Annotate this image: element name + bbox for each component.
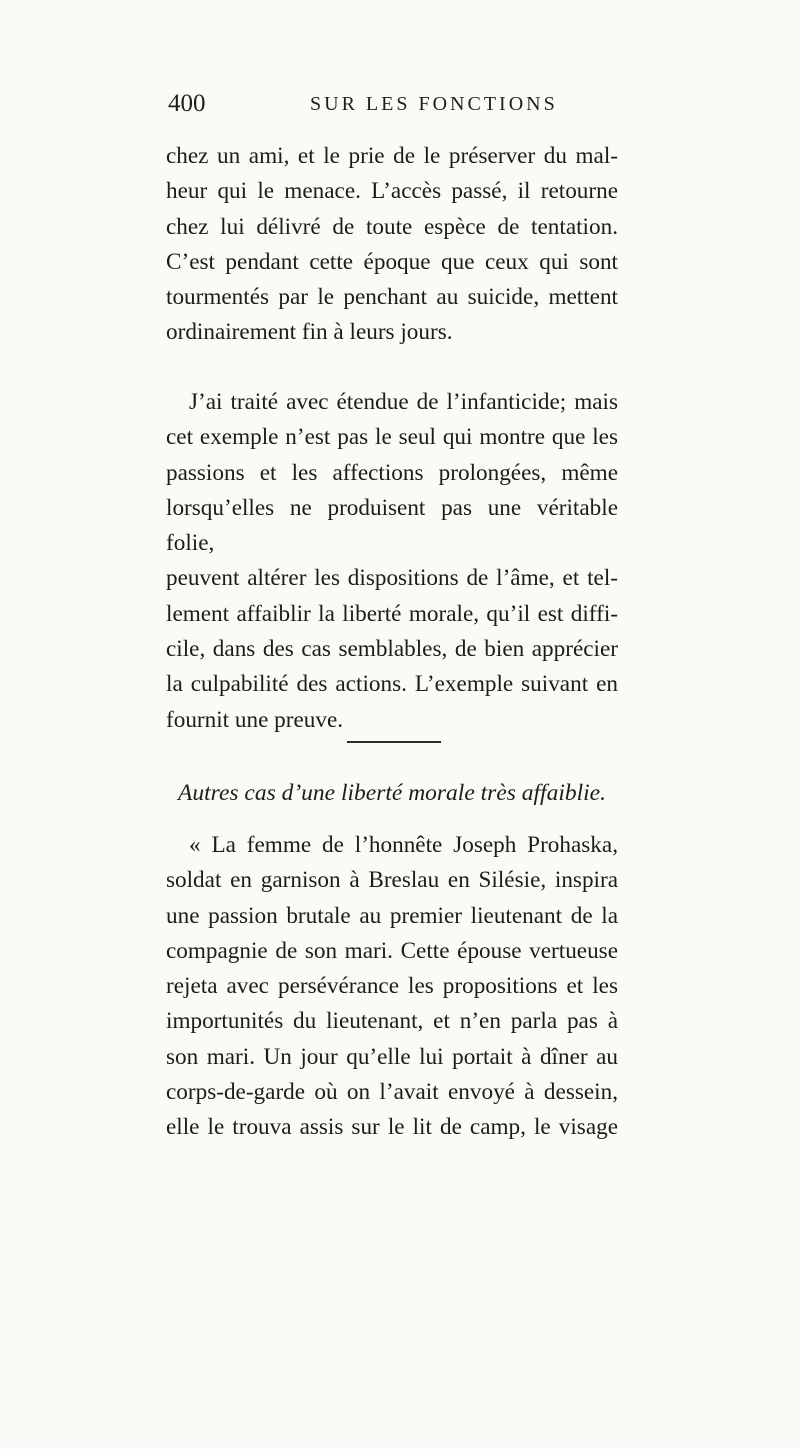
text-line: C’est pendant cette époque que ceux qui sont <box>166 248 618 275</box>
text-line: cile, dans des cas semblables, de bien apprécier <box>166 636 618 663</box>
paragraph-continued <box>166 139 618 351</box>
running-title: SUR LES FONCTIONS <box>310 93 558 115</box>
text-line: son mari. Un jour qu’elle lui portait à dîner au <box>166 1043 618 1070</box>
text-line: chez lui délivré de toute espèce de tentation. <box>166 213 618 240</box>
text-line: elle le trouva assis sur le lit de camp, le visage <box>166 1114 618 1141</box>
paragraph <box>166 385 618 738</box>
text-line: « La femme de l’honnête Joseph Prohaska, <box>189 832 618 858</box>
text-line: heur qui le menace. L’accès passé, il retourne <box>166 178 618 205</box>
page-number: 400 <box>168 90 206 117</box>
text-line: fournit une preuve. <box>166 706 344 733</box>
text-line: importunités du lieutenant, et n’en parla pas à <box>166 1008 618 1035</box>
text-line: corps-de-garde où on l’avait envoyé à dessein, <box>166 1079 618 1106</box>
text-line: lement affaiblir la liberté morale, qu’il est diffi- <box>166 600 618 627</box>
text-line: une passion brutale au premier lieutenant de la <box>166 902 618 929</box>
text-line: J’ai traité avec étendue de l’infanticide; mais <box>189 389 618 415</box>
section-divider <box>347 741 441 743</box>
section-heading: Autres cas d’une liberté morale très affaiblie. <box>178 780 606 806</box>
text-line: la culpabilité des actions. L’exemple suivant en <box>166 671 618 698</box>
text-line: ordinairement fin à leurs jours. <box>166 319 453 346</box>
text-line: rejeta avec persévérance les propositions et les <box>166 973 618 1000</box>
text-line: soldat en garnison à Breslau en Silésie, inspira <box>166 867 618 894</box>
text-line: lorsqu’elles ne produisent pas une véritable folie, <box>166 494 618 557</box>
text-line: tourmentés par le penchant au suicide, mettent <box>166 284 618 311</box>
text-line: passions et les affections prolongées, même <box>166 459 618 486</box>
text-line: chez un ami, et le prie de le préserver du mal- <box>166 143 618 169</box>
paragraph <box>166 828 618 1146</box>
page-header <box>168 90 618 120</box>
text-line: compagnie de son mari. Cette épouse vertueuse <box>166 937 618 964</box>
text-line: peuvent altérer les dispositions de l’âme, et tel- <box>166 565 618 592</box>
text-line: cet exemple n’est pas le seul qui montre que les <box>166 424 618 451</box>
